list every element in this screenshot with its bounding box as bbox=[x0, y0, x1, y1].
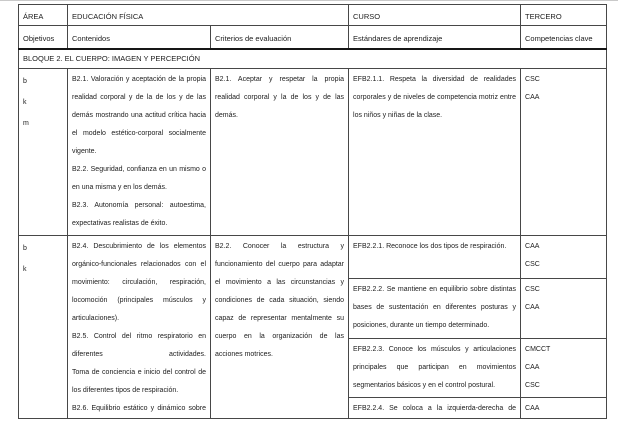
estandar-text: EFB2.2.2. Se mantiene en equilibrio sobre distintas bases de sustentación en diferentes posturas y posiciones, durante un tiempo determinado. bbox=[353, 286, 517, 330]
competencias-cell bbox=[521, 236, 607, 279]
competencia-code: CMCCT bbox=[525, 346, 551, 354]
table-header-row-area bbox=[19, 5, 607, 26]
objetivos-cell bbox=[19, 236, 68, 419]
criterios-cell bbox=[211, 69, 349, 236]
area-label-cell: ÁREA bbox=[19, 5, 68, 26]
criterios-cell bbox=[211, 236, 349, 419]
objetivo-letter: b bbox=[23, 78, 27, 85]
contenido-item: B2.4. Descubrimiento de los elementos orgánico-funcionales relacionados con el movimiento: circulación, respiración, locomoción (principales músculos y articulaciones). bbox=[72, 243, 206, 322]
competencia-code: CAA bbox=[525, 94, 540, 101]
block-title-row bbox=[19, 49, 607, 69]
page-edge-line bbox=[0, 0, 618, 1]
block-title: BLOQUE 2. EL CUERPO: IMAGEN Y PERCEPCIÓN bbox=[19, 49, 607, 69]
contenido-item: B2.5. Control del ritmo respiratorio en diferentes actividades. bbox=[72, 333, 206, 358]
estandar-text: EFB2.2.4. Se coloca a la izquierda-derecha de bbox=[353, 404, 517, 412]
table-row bbox=[19, 236, 607, 279]
estandar-text: EFB2.2.1. Reconoce los dos tipos de respiración. bbox=[353, 243, 507, 250]
competencia-code: CSC bbox=[525, 261, 540, 268]
estandar-cell bbox=[349, 69, 521, 236]
curriculum-table bbox=[18, 4, 607, 419]
competencia-code: CAA bbox=[525, 243, 540, 250]
contenido-item: B2.6. Equilibrio estático y dinámico sobre bbox=[72, 405, 206, 412]
competencias-cell bbox=[521, 339, 607, 398]
contenido-item: B2.3. Autonomía personal: autoestima, expectativas realistas de éxito. bbox=[72, 202, 206, 227]
curso-label-cell: CURSO bbox=[349, 5, 521, 26]
area-value-cell: EDUCACIÓN FÍSICA bbox=[68, 5, 349, 26]
contenidos-cell bbox=[68, 69, 211, 236]
competencia-code: CSC bbox=[525, 76, 540, 83]
estandar-cell bbox=[349, 236, 521, 279]
competencias-cell bbox=[521, 397, 607, 418]
estandar-cell bbox=[349, 339, 521, 398]
competencias-cell bbox=[521, 279, 607, 339]
criterio-item: B2.2. Conocer la estructura y funcionamiento del cuerpo para adaptar el movimiento a las circunstancias y condiciones de cada situación, siendo capaz de representar mentalmente su cuerpo en la organización de las acciones motrices. bbox=[215, 243, 345, 358]
column-header-competencias: Competencias clave bbox=[521, 26, 607, 49]
table-row bbox=[19, 69, 607, 236]
curso-value-cell: TERCERO bbox=[521, 5, 607, 26]
column-header-objetivos: Objetivos bbox=[19, 26, 68, 49]
contenidos-cell bbox=[68, 236, 211, 419]
competencia-code: CSC bbox=[525, 286, 540, 294]
estandar-cell bbox=[349, 397, 521, 418]
table-header-row-columns bbox=[19, 26, 607, 49]
competencia-code: CAA bbox=[525, 304, 540, 312]
objetivo-letter: k bbox=[23, 266, 27, 273]
objetivo-letter: m bbox=[23, 120, 29, 127]
column-header-criterios: Criterios de evaluación bbox=[211, 26, 349, 49]
contenido-item: B2.2. Seguridad, confianza en un mismo o en una misma y en los demás. bbox=[72, 166, 206, 191]
objetivo-letter: b bbox=[23, 245, 27, 252]
estandar-text: EFB2.1.1. Respeta la diversidad de realidades corporales y de niveles de competencia motriz entre los niños y niñas de la clase. bbox=[353, 76, 517, 119]
competencia-code: CAA bbox=[525, 364, 540, 372]
competencia-code: CAA bbox=[525, 404, 540, 412]
contenido-item: B2.1. Valoración y aceptación de la propia realidad corporal y de la de los y de las demás mostrando una actitud crítica hacia el modelo estético-corporal socialmente vigente. bbox=[72, 76, 206, 155]
competencia-code: CSC bbox=[525, 382, 540, 390]
estandar-cell bbox=[349, 279, 521, 339]
estandar-text: EFB2.2.3. Conoce los músculos y articulaciones principales que participan en movimientos segmentarios básicos y en el control postural. bbox=[353, 346, 517, 390]
objetivos-cell bbox=[19, 69, 68, 236]
column-header-estandares: Estándares de aprendizaje bbox=[349, 26, 521, 49]
contenido-item: Toma de conciencia e inicio del control de los diferentes tipos de respiración. bbox=[72, 369, 206, 394]
competencias-cell bbox=[521, 69, 607, 236]
criterio-item: B2.1. Aceptar y respetar la propia realidad corporal y la de los y de las demás. bbox=[215, 76, 345, 119]
column-header-contenidos: Contenidos bbox=[68, 26, 211, 49]
objetivo-letter: k bbox=[23, 99, 27, 106]
